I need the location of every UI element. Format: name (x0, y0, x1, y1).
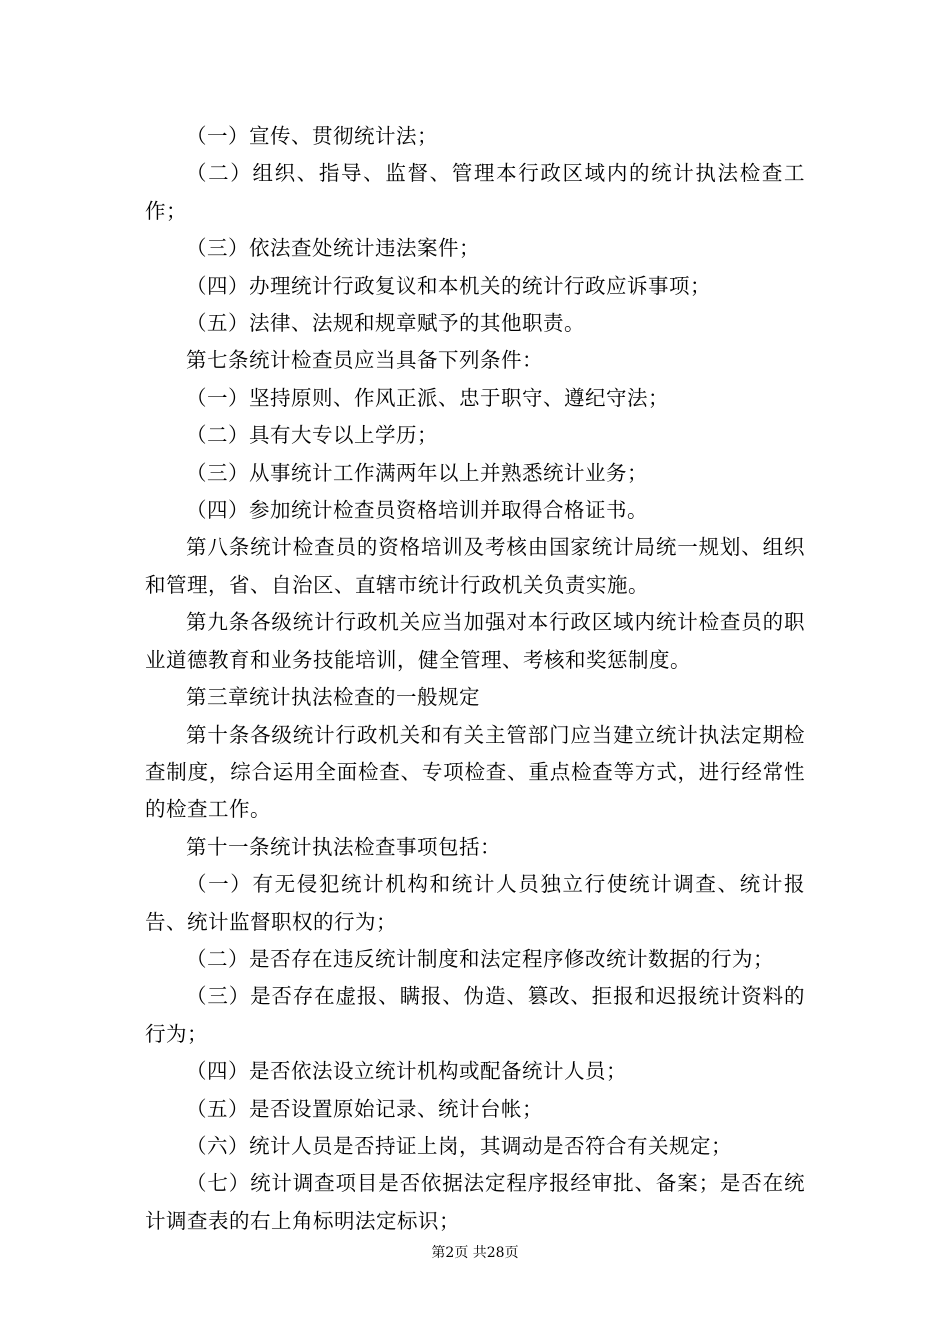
paragraph: （七）统计调查项目是否依据法定程序报经审批、备案；是否在统计调查表的右上角标明法定标识； (145, 1171, 805, 1233)
total-pages-number: 28 (486, 1245, 505, 1261)
paragraph: （四）是否依法设立统计机构或配备统计人员； (186, 1059, 627, 1084)
paragraph: （三）依法查处统计违法案件； (186, 236, 480, 261)
paragraph: 第九条各级统计行政机关应当加强对本行政区域内统计检查员的职业道德教育和业务技能培训，健全管理、考核和奖惩制度。 (145, 610, 805, 672)
paragraph: （一）宣传、贯彻统计法； (186, 124, 438, 148)
paragraph: （二）是否存在违反统计制度和法定程序修改统计数据的行为； (186, 946, 774, 971)
footer-middle: 页 共 (454, 1245, 487, 1261)
paragraph: （一）有无侵犯统计机构和统计人员独立行使统计调查、统计报告、统计监督职权的行为； (145, 872, 805, 934)
paragraph: 第十条各级统计行政机关和有关主管部门应当建立统计执法定期检查制度，综合运用全面检查、专项检查、重点检查等方式，进行经常性的检查工作。 (145, 722, 805, 822)
paragraph: （六）统计人员是否持证上岗，其调动是否符合有关规定； (186, 1133, 732, 1158)
document-body (145, 118, 805, 1240)
paragraph: （四）参加统计检查员资格培训并取得合格证书。 (186, 498, 648, 523)
article-heading: 第十一条统计执法检查事项包括： (186, 834, 501, 859)
article-heading: 第七条统计检查员应当具备下列条件： (186, 348, 543, 373)
page-footer (0, 1243, 950, 1263)
paragraph: （五）法律、法规和规章赋予的其他职责。 (186, 311, 585, 336)
paragraph: （一）坚持原则、作风正派、忠于职守、遵纪守法； (186, 385, 669, 410)
footer-prefix: 第 (431, 1245, 446, 1261)
paragraph: （三）是否存在虚报、瞒报、伪造、篡改、拒报和迟报统计资料的行为； (145, 984, 805, 1046)
paragraph: （二）组织、指导、监督、管理本行政区域内的统计执法检查工作； (145, 161, 805, 223)
paragraph: 第八条统计检查员的资格培训及考核由国家统计局统一规划、组织和管理，省、自治区、直辖市统计行政机关负责实施。 (145, 535, 805, 597)
chapter-heading: 第三章统计执法检查的一般规定 (186, 685, 480, 710)
paragraph: （四）办理统计行政复议和本机关的统计行政应诉事项； (186, 273, 711, 298)
footer-suffix: 页 (504, 1245, 519, 1261)
paragraph: （三）从事统计工作满两年以上并熟悉统计业务； (186, 460, 648, 485)
paragraph: （二）具有大专以上学历； (186, 423, 438, 448)
paragraph: （五）是否设置原始记录、统计台帐； (186, 1096, 543, 1121)
current-page-number: 2 (445, 1245, 455, 1261)
